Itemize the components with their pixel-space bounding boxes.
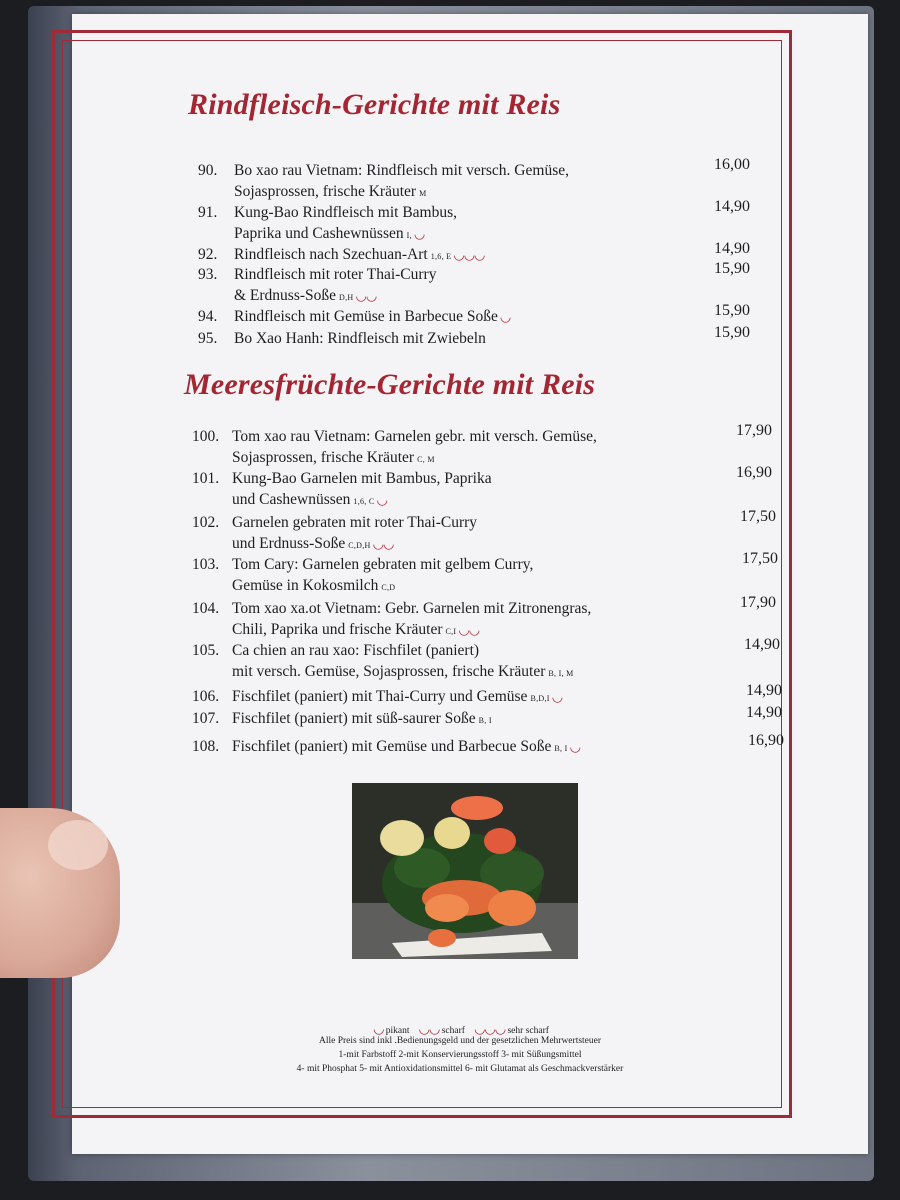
- allergen-codes: 1,6, E: [430, 252, 452, 261]
- footer-additives-2: 4- mit Phosphat 5- mit Antioxidationsmittel 6- mit Glutamat als Geschmackverstärker: [296, 1064, 624, 1074]
- item-text: Bo xao rau Vietnam: Rindfleisch mit versch. Gemüse,: [234, 162, 569, 179]
- section-title: Rindfleisch-Gerichte mit Reis: [188, 88, 561, 121]
- item-description-line: [232, 426, 597, 447]
- item-text: Bo Xao Hanh: Rindfleisch mit Zwiebeln: [234, 330, 486, 347]
- chili-icon: ◡◡◡: [453, 247, 485, 262]
- menu-item: [192, 468, 492, 512]
- item-price: 14,90: [746, 682, 782, 699]
- item-description-line: [234, 160, 569, 181]
- item-description-line: [232, 575, 533, 598]
- item-description-line: [234, 328, 486, 349]
- chili-icon: ◡: [551, 689, 563, 704]
- item-text: Garnelen gebraten mit roter Thai-Curry: [232, 514, 478, 531]
- allergen-codes: I,: [406, 231, 412, 240]
- chili-icon: ◡: [413, 226, 425, 241]
- item-number: 94.: [198, 308, 218, 325]
- legend-scharf: scharf: [441, 1026, 465, 1036]
- allergen-codes: C,D: [381, 583, 396, 592]
- item-description-line: [234, 306, 510, 327]
- allergen-codes: M: [419, 189, 427, 198]
- allergen-codes: D,H: [339, 293, 354, 302]
- chili-icon: ◡◡◡: [474, 1021, 506, 1036]
- item-price: 17,50: [740, 508, 776, 525]
- item-description-line: [232, 489, 492, 512]
- item-price: 16,90: [736, 464, 772, 481]
- menu-item: [192, 686, 562, 709]
- allergen-codes: B, I: [478, 716, 492, 725]
- item-text: mit versch. Gemüse, Sojasprossen, frische Kräuter: [232, 663, 546, 680]
- item-text: Tom xao rau Vietnam: Garnelen gebr. mit versch. Gemüse,: [232, 428, 597, 445]
- item-number: 93.: [198, 266, 218, 283]
- item-price: 17,90: [740, 594, 776, 611]
- item-text: Chili, Paprika und frische Kräuter: [232, 621, 443, 638]
- item-number: 106.: [192, 688, 220, 705]
- item-text: Tom xao xa.ot Vietnam: Gebr. Garnelen mit Zitronengras,: [232, 600, 592, 617]
- item-number: 95.: [198, 330, 218, 347]
- legend-sehr-scharf: sehr scharf: [507, 1026, 549, 1036]
- item-price: 15,90: [714, 302, 750, 319]
- menu-item: [198, 328, 486, 349]
- item-description-line: [232, 661, 574, 684]
- item-text: Gemüse in Kokosmilch: [232, 577, 379, 594]
- item-price: 14,90: [714, 198, 750, 215]
- spice-legend: [200, 1021, 720, 1037]
- allergen-codes: 1,6, C: [353, 497, 375, 506]
- item-text: Ca chien an rau xao: Fischfilet (paniert): [232, 642, 480, 659]
- item-text: Rindfleisch nach Szechuan-Art: [234, 246, 428, 263]
- menu-item: [198, 306, 510, 327]
- item-text: Rindfleisch mit Gemüse in Barbecue Soße: [234, 308, 498, 325]
- item-number: 101.: [192, 470, 220, 487]
- item-number: 92.: [198, 246, 218, 263]
- menu-item: [192, 554, 533, 598]
- item-text: Rindfleisch mit roter Thai-Curry: [234, 266, 437, 283]
- item-description-line: [232, 598, 591, 619]
- footer-additives-1: 1-mit Farbstoff 2-mit Konservierungsstoff 3- mit Süßungsmittel: [338, 1050, 582, 1060]
- item-number: 103.: [192, 556, 220, 573]
- menu-item: [192, 708, 492, 731]
- item-price: 15,90: [714, 260, 750, 277]
- item-description-line: [232, 447, 597, 470]
- item-price: 16,00: [714, 156, 750, 173]
- menu-item: [198, 202, 457, 246]
- item-description-line: [234, 202, 457, 223]
- item-text: Sojasprossen, frische Kräuter: [234, 183, 417, 200]
- item-text: Kung-Bao Rindfleisch mit Bambus,: [234, 204, 458, 221]
- item-text: und Cashewnüssen: [232, 491, 351, 508]
- item-description-line: [232, 512, 477, 533]
- menu-item: [192, 598, 591, 642]
- footer-vat-note: Alle Preis sind inkl .Bedienungsgeld und der gesetzlichen Mehrwertsteuer: [318, 1036, 602, 1046]
- item-number: 108.: [192, 738, 220, 755]
- menu-item: [198, 264, 436, 308]
- item-description-line: [232, 686, 562, 709]
- allergen-codes: C,I: [445, 627, 457, 636]
- item-description-line: [234, 181, 569, 204]
- allergen-codes: C, M: [417, 455, 435, 464]
- chili-icon: ◡: [499, 309, 511, 324]
- item-description-line: [234, 264, 436, 285]
- item-text: Sojasprossen, frische Kräuter: [232, 449, 415, 466]
- item-description-line: [232, 619, 591, 642]
- chili-icon: ◡: [376, 492, 387, 507]
- chili-icon: ◡: [373, 1021, 384, 1036]
- menu-item: [198, 160, 569, 204]
- item-number: 100.: [192, 428, 220, 445]
- item-text: Paprika und Cashewnüssen: [234, 225, 404, 242]
- item-text: Kung-Bao Garnelen mit Bambus, Paprika: [232, 470, 492, 487]
- item-price: 17,50: [742, 550, 778, 567]
- menu-item: [192, 512, 477, 556]
- item-price: 16,90: [748, 732, 784, 749]
- item-description-line: [232, 640, 574, 661]
- chili-icon: ◡◡: [355, 288, 377, 303]
- item-description-line: [234, 285, 436, 308]
- item-text: Fischfilet (paniert) mit süß-saurer Soße: [232, 710, 476, 727]
- menu-item: [192, 426, 597, 470]
- item-price: 14,90: [714, 240, 750, 257]
- chili-icon: ◡: [569, 739, 580, 754]
- item-number: 102.: [192, 514, 220, 531]
- dish-photo: [352, 783, 578, 959]
- item-price: 14,90: [744, 636, 780, 653]
- item-description-line: [232, 468, 492, 489]
- item-number: 90.: [198, 162, 218, 179]
- allergen-codes: B,D,I: [530, 694, 550, 703]
- item-price: 14,90: [746, 704, 782, 721]
- item-description-line: [234, 223, 457, 246]
- chili-icon: ◡◡: [418, 1021, 440, 1036]
- allergen-codes: B, I, M: [548, 669, 574, 678]
- item-text: Fischfilet (paniert) mit Gemüse und Barbecue Soße: [232, 738, 552, 755]
- allergen-codes: B, I: [554, 744, 568, 753]
- item-text: Tom Cary: Garnelen gebraten mit gelbem Curry,: [232, 556, 534, 573]
- chili-icon: ◡◡: [458, 622, 480, 637]
- item-number: 91.: [198, 204, 218, 221]
- item-number: 105.: [192, 642, 220, 659]
- section-title: Meeresfrüchte-Gerichte mit Reis: [184, 368, 596, 401]
- menu-item: [192, 640, 574, 684]
- item-text: Fischfilet (paniert) mit Thai-Curry und Gemüse: [232, 688, 528, 705]
- item-text: & Erdnuss-Soße: [234, 287, 337, 304]
- item-description-line: [232, 708, 492, 731]
- item-number: 104.: [192, 600, 220, 617]
- chili-icon: ◡◡: [372, 536, 394, 551]
- vegetable-garnish-image: [352, 783, 578, 959]
- item-price: 15,90: [714, 324, 750, 341]
- item-text: und Erdnuss-Soße: [232, 535, 346, 552]
- thumb-nail: [48, 820, 108, 870]
- item-description-line: [232, 533, 477, 556]
- item-description-line: [232, 554, 533, 575]
- item-description-line: [232, 736, 580, 759]
- legend-pikant: pikant: [385, 1026, 410, 1036]
- item-number: 107.: [192, 710, 220, 727]
- menu-item: [192, 736, 580, 759]
- item-price: 17,90: [736, 422, 772, 439]
- allergen-codes: C,D,H: [348, 541, 371, 550]
